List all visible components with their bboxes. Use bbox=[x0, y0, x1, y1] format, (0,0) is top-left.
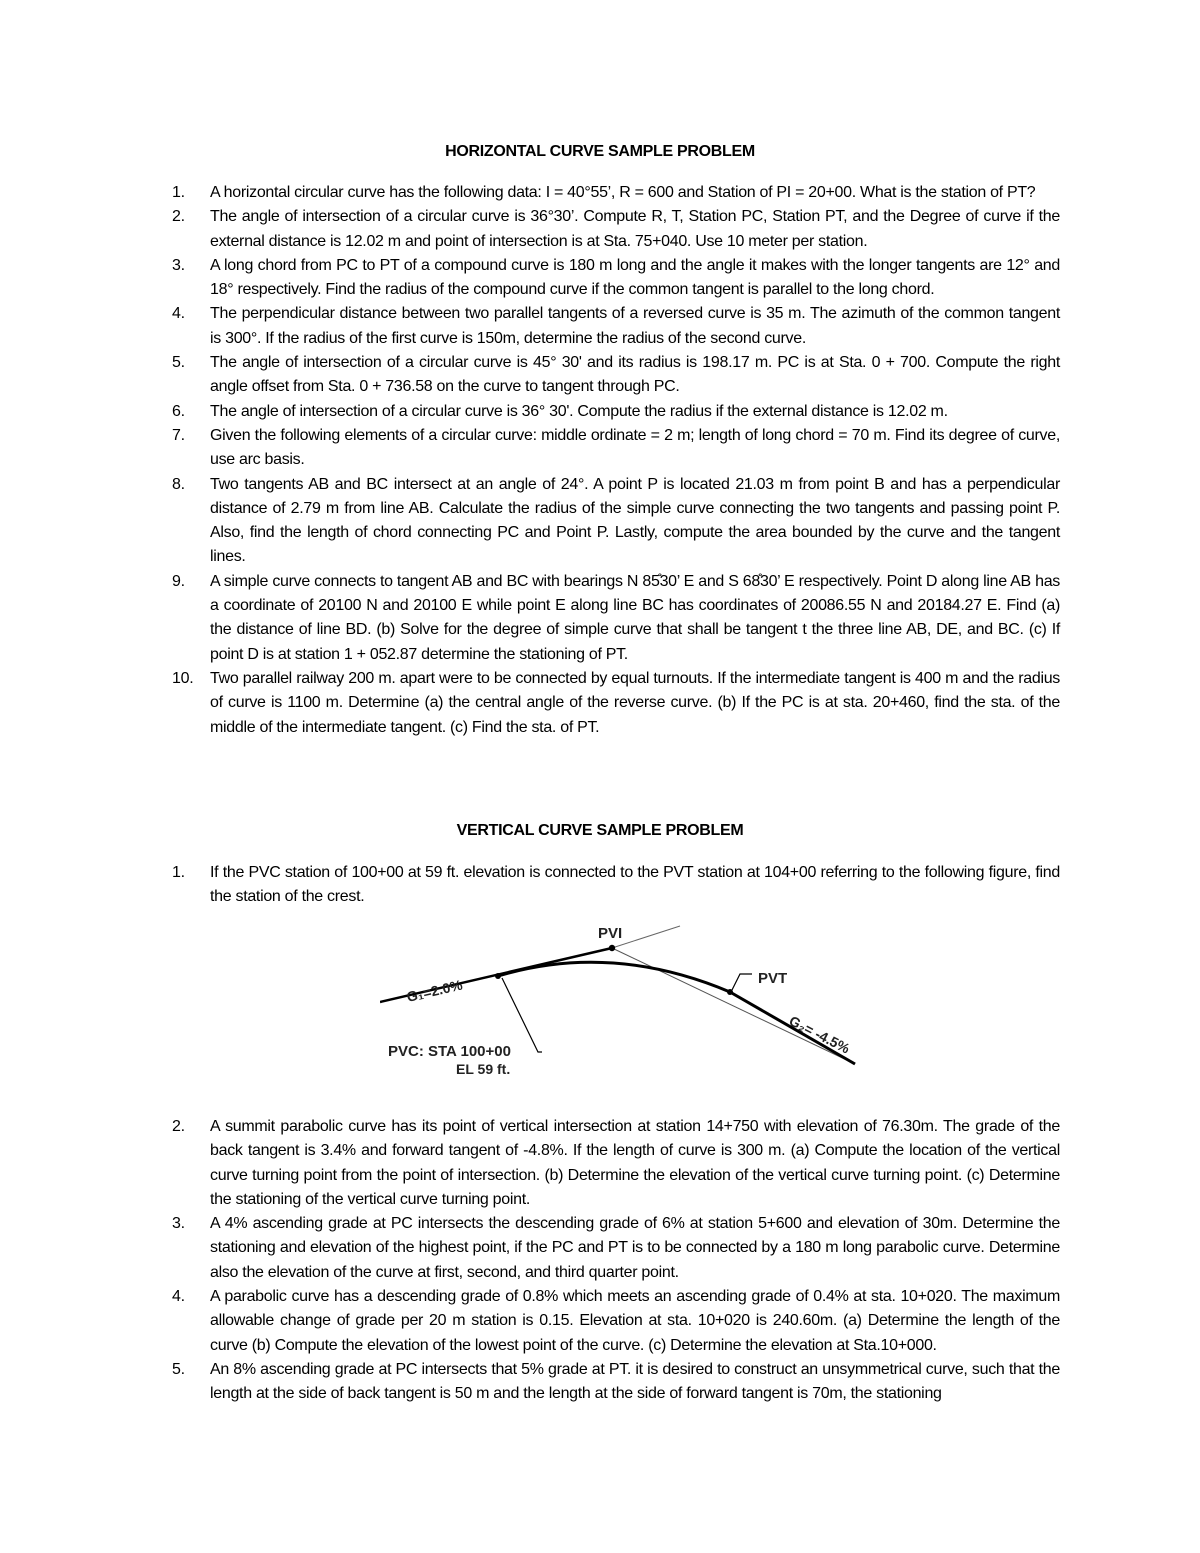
item-number: 8. bbox=[172, 475, 185, 493]
list-item bbox=[172, 861, 1060, 910]
list-item bbox=[172, 205, 1060, 254]
item-number: 7. bbox=[172, 426, 185, 444]
item-text: The angle of intersection of a circular curve is 36° 30'. Compute the radius if the external distance is 12.02 m. bbox=[210, 402, 948, 420]
item-text: The angle of intersection of a circular curve is 36°30’. Compute R, T, Station PC, Station PT, and the Degree of curve if the external distance is 12.02 m and point of intersection is at Sta. 75+040. Use 10 meter per station. bbox=[210, 208, 1060, 250]
list-item bbox=[172, 351, 1060, 400]
vertical-problem-list-rest bbox=[172, 1115, 1060, 1407]
pvi-point bbox=[609, 945, 615, 951]
list-item bbox=[172, 400, 1060, 424]
item-text: Two tangents AB and BC intersect at an angle of 24°. A point P is located 21.03 m from point B and has a perpendicular distance of 2.79 m from line AB. Calculate the radius of the simple curve connecting the two tangents and passing point P. Also, find the length of chord connecting PC and Point P. Lastly, compute the area bounded by the curve and the tangent lines. bbox=[210, 475, 1060, 566]
item-number: 2. bbox=[172, 208, 185, 226]
item-number: 6. bbox=[172, 402, 185, 420]
item-text: A 4% ascending grade at PC intersects the descending grade of 6% at station 5+600 and elevation of 30m. Determine the stationing and elevation of the highest point, if the PC and PT is to be connected by a 180 m long parabolic curve. Determine also the elevation of the curve at first, second, and third quarter point. bbox=[210, 1215, 1060, 1281]
item-number: 5. bbox=[172, 354, 185, 372]
list-item bbox=[172, 570, 1060, 667]
item-number: 1. bbox=[172, 864, 185, 881]
list-item bbox=[172, 1212, 1060, 1285]
item-number: 5. bbox=[172, 1360, 185, 1378]
vertical-curve-figure bbox=[380, 912, 860, 1082]
pvc-elevation-label: EL 59 ft. bbox=[456, 1061, 511, 1077]
item-text: A horizontal circular curve has the following data: I = 40°55’, R = 600 and Station of PI = 20+00. What is the station of PT? bbox=[210, 184, 1036, 201]
item-number: 4. bbox=[172, 1288, 185, 1306]
pvi-extension-line bbox=[612, 926, 680, 948]
list-item bbox=[172, 667, 1060, 740]
list-item bbox=[172, 1115, 1060, 1212]
item-text: The angle of intersection of a circular curve is 45° 30' and its radius is 198.17 m. PC is at Sta. 0 + 700. Compute the right angle offset from Sta. 0 + 736.58 on the curve to tangent through PC. bbox=[210, 354, 1060, 396]
vertical-curve-diagram bbox=[380, 912, 860, 1082]
pvt-leader-line bbox=[732, 974, 752, 990]
item-number: 3. bbox=[172, 256, 185, 274]
item-text: A summit parabolic curve has its point of vertical intersection at station 14+750 with elevation of 76.30m. The grade of the back tangent is 3.4% and forward tangent of -4.8%. If the length of curve is 300 m. (a) Compute the location of the vertical curve turning point from the point of intersection. (b) Determine the elevation of the vertical curve turning point. (c) Determine the stationing of the vertical curve turning point. bbox=[210, 1118, 1060, 1208]
item-text: If the PVC station of 100+00 at 59 ft. elevation is connected to the PVT station at 104+00 referring to the following figure, find the station of the crest. bbox=[210, 864, 1060, 906]
item-text: The perpendicular distance between two parallel tangents of a reversed curve is 35 m. The azimuth of the common tangent is 300°. If the radius of the first curve is 150m, determine the radius of the second curve. bbox=[210, 305, 1060, 347]
item-number: 10. bbox=[172, 669, 194, 687]
pvi-label: PVI bbox=[598, 925, 623, 942]
item-text: An 8% ascending grade at PC intersects that 5% grade at PT. it is desired to construct an unsymmetrical curve, such that the length at the side of back tangent is 50 m and the length at the side of forward tangent is 70m, the stationing bbox=[210, 1360, 1060, 1403]
list-item bbox=[172, 1285, 1060, 1358]
list-item bbox=[172, 1358, 1060, 1407]
horizontal-section-title: HORIZONTAL CURVE SAMPLE PROBLEM bbox=[445, 143, 755, 160]
item-number: 1. bbox=[172, 184, 185, 201]
item-text: A parabolic curve has a descending grade of 0.8% which meets an ascending grade of 0.4% at sta. 10+020. The maximum allowable change of grade per 20 m station is 0.15. Elevation at sta. 10+020 is 240.60m. (a) Determine the length of the curve (b) Compute the elevation of the lowest point of the curve. (c) Determine the elevation at Sta.10+000. bbox=[210, 1288, 1060, 1354]
list-item bbox=[172, 424, 1060, 473]
list-item bbox=[172, 181, 1060, 205]
g1-label: G₁=2.0% bbox=[405, 976, 464, 1005]
item-number: 9. bbox=[172, 572, 185, 590]
item-text: Given the following elements of a circular curve: middle ordinate = 2 m; length of long chord = 70 m. Find its degree of curve, use arc basis. bbox=[210, 426, 1060, 469]
item-number: 2. bbox=[172, 1118, 185, 1135]
item-text: Two parallel railway 200 m. apart were to be connected by equal turnouts. If the intermediate tangent is 400 m and the radius of curve is 1100 m. Determine (a) the central angle of the reverse curve. (b) If the PC is at sta. 20+460, find the sta. of the middle of the intermediate tangent. (c) Find the sta. of PT. bbox=[210, 669, 1060, 736]
list-item bbox=[172, 473, 1060, 570]
pvc-point bbox=[495, 973, 501, 979]
list-item bbox=[172, 254, 1060, 303]
vertical-section-title: VERTICAL CURVE SAMPLE PROBLEM bbox=[456, 822, 744, 839]
item-number: 3. bbox=[172, 1215, 185, 1233]
g2-label: G₂= -4.5% bbox=[786, 1012, 853, 1057]
item-number: 4. bbox=[172, 305, 185, 323]
pvc-leader-line bbox=[502, 978, 542, 1052]
pvc-station-label: PVC: STA 100+00 bbox=[388, 1043, 511, 1060]
forward-tangent-projection bbox=[612, 948, 855, 1064]
list-item bbox=[172, 302, 1060, 351]
horizontal-problem-list bbox=[172, 181, 1060, 740]
item-text: A long chord from PC to PT of a compound curve is 180 m long and the angle it makes with the longer tangents are 12° and 18° respectively. Find the radius of the compound curve if the common tangent is parallel to the long chord. bbox=[210, 256, 1060, 299]
vertical-problem-list-first bbox=[172, 861, 1060, 910]
pvt-label: PVT bbox=[758, 970, 788, 987]
item-text: A simple curve connects to tangent AB and BC with bearings N 85̊30’ E and S 68̊30’ E respectively. Point D along line AB has a coordinate of 20100 N and 20100 E while point E along line BC has coordinates of 20086.55 N and 20184.27 E. Find (a) the distance of line BD. (b) Solve for the degree of simple curve that shall be tangent t the three line AB, DE, and BC. (c) If point D is at station 1 + 052.87 determine the stationing of PT. bbox=[210, 572, 1060, 663]
